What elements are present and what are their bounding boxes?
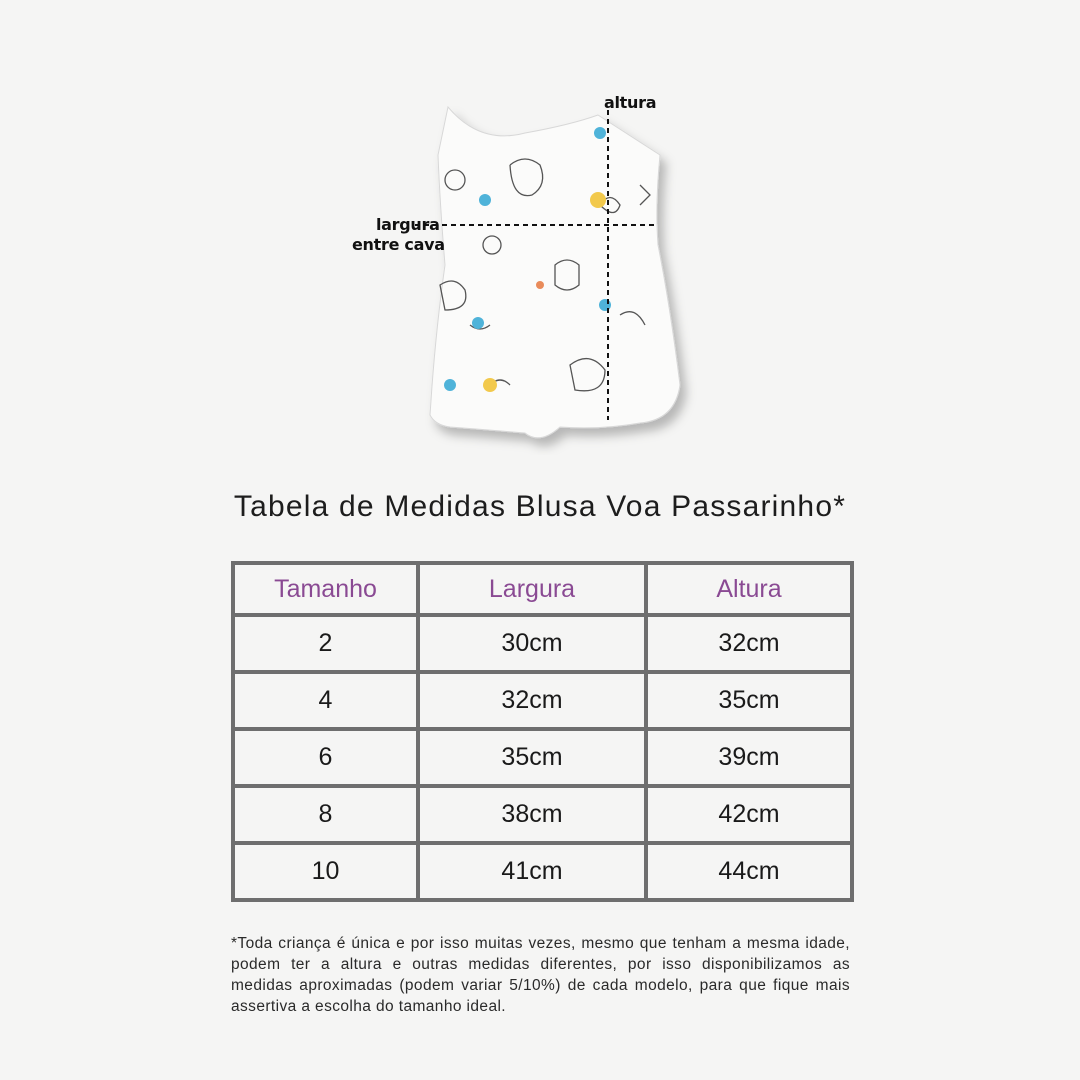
- cell-altura: 42cm: [646, 786, 852, 843]
- cell-altura: 44cm: [646, 843, 852, 900]
- footnote: *Toda criança é única e por isso muitas vezes, mesmo que tenham a mesma idade, podem ter a altura e outras medidas diferentes, por isso disponibilizamos as medidas aproximadas (podem variar 5/10%) de cada modelo, para que fique mais assertiva a escolha do tamanho ideal.: [231, 935, 850, 1015]
- cell-altura: 39cm: [646, 729, 852, 786]
- cell-largura: 32cm: [418, 672, 646, 729]
- cell-size: 6: [233, 729, 418, 786]
- table-row: [233, 786, 852, 843]
- cell-largura: 41cm: [418, 843, 646, 900]
- table-row: [233, 729, 852, 786]
- table-row: [233, 615, 852, 672]
- size-table: [231, 561, 854, 902]
- cell-size: 8: [233, 786, 418, 843]
- cell-altura: 32cm: [646, 615, 852, 672]
- cell-altura: 35cm: [646, 672, 852, 729]
- cell-size: 4: [233, 672, 418, 729]
- header-tamanho: Tamanho: [233, 563, 418, 615]
- entre-cava-label: entre cava: [352, 235, 445, 254]
- table-row: [233, 843, 852, 900]
- table-header-row: [233, 563, 852, 615]
- page-title: Tabela de Medidas Blusa Voa Passarinho*: [233, 490, 847, 523]
- header-largura: Largura: [418, 563, 646, 615]
- altura-label: altura: [604, 93, 657, 112]
- table-row: [233, 672, 852, 729]
- cell-largura: 38cm: [418, 786, 646, 843]
- header-altura: Altura: [646, 563, 852, 615]
- cell-size: 10: [233, 843, 418, 900]
- cell-largura: 30cm: [418, 615, 646, 672]
- largura-label: largura: [376, 215, 440, 234]
- blouse-photo: [340, 85, 700, 455]
- cell-largura: 35cm: [418, 729, 646, 786]
- cell-size: 2: [233, 615, 418, 672]
